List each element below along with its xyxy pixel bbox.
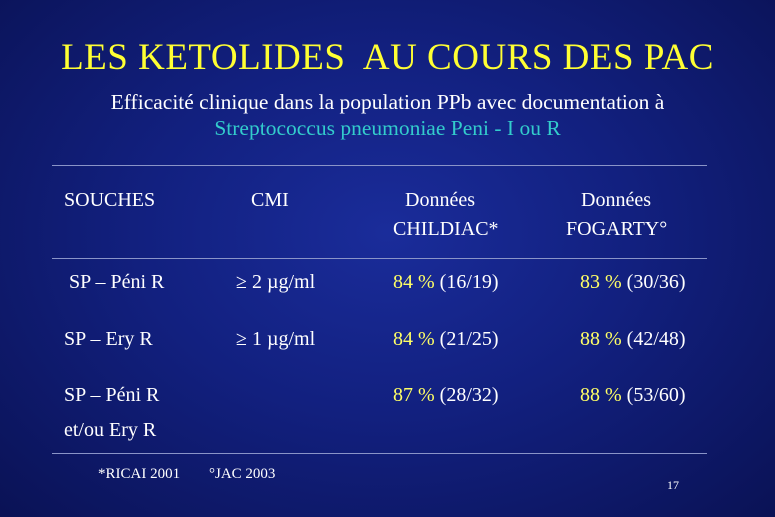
header-childiac-line1: Données: [405, 189, 475, 211]
table-header-rule: [52, 258, 707, 259]
childiac-percent: 84 %: [393, 328, 435, 350]
fogarty-count: (30/36): [621, 271, 686, 293]
slide-subtitle: [0, 89, 775, 141]
row-fogarty: [580, 325, 686, 354]
fogarty-percent: 88 %: [580, 384, 622, 406]
row-souche: SP – Péni R: [64, 271, 165, 293]
slide-number: 17: [667, 478, 679, 492]
childiac-percent: 87 %: [393, 384, 435, 406]
footnote-ricai: *RICAI 2001: [98, 466, 181, 482]
fogarty-count: (53/60): [621, 384, 686, 406]
subtitle-line-2: Streptococcus pneumoniae Peni - I ou R: [214, 116, 561, 140]
row-cmi: ≥ 2 µg/ml: [236, 271, 316, 293]
table-top-rule: [52, 165, 707, 166]
row-cmi: ≥ 1 µg/ml: [236, 328, 316, 350]
row-fogarty: [580, 381, 686, 410]
header-fogarty-line2: FOGARTY°: [566, 218, 668, 240]
table-bottom-rule: [52, 453, 707, 454]
row-souche: SP – Ery R: [64, 328, 153, 350]
footnote-jac: °JAC 2003: [209, 466, 276, 482]
childiac-count: (16/19): [434, 271, 499, 293]
row-souche-line2: et/ou Ery R: [64, 419, 157, 441]
fogarty-count: (42/48): [621, 328, 686, 350]
childiac-percent: 84 %: [393, 271, 435, 293]
row-childiac: [393, 381, 499, 410]
subtitle-line-1: Efficacité clinique dans la population PPb avec documentation à: [110, 90, 665, 114]
row-childiac: [393, 268, 499, 297]
fogarty-percent: 83 %: [580, 271, 622, 293]
header-fogarty-line1: Données: [581, 189, 651, 211]
header-souches: SOUCHES: [64, 189, 156, 211]
header-cmi: CMI: [251, 189, 289, 211]
slide-title: LES KETOLIDES AU COURS DES PAC: [61, 37, 714, 78]
childiac-count: (28/32): [434, 384, 499, 406]
row-childiac: [393, 325, 499, 354]
fogarty-percent: 88 %: [580, 328, 622, 350]
childiac-count: (21/25): [434, 328, 499, 350]
row-souche: SP – Péni R: [64, 384, 160, 406]
row-fogarty: [580, 268, 686, 297]
header-childiac-line2: CHILDIAC*: [393, 218, 499, 240]
